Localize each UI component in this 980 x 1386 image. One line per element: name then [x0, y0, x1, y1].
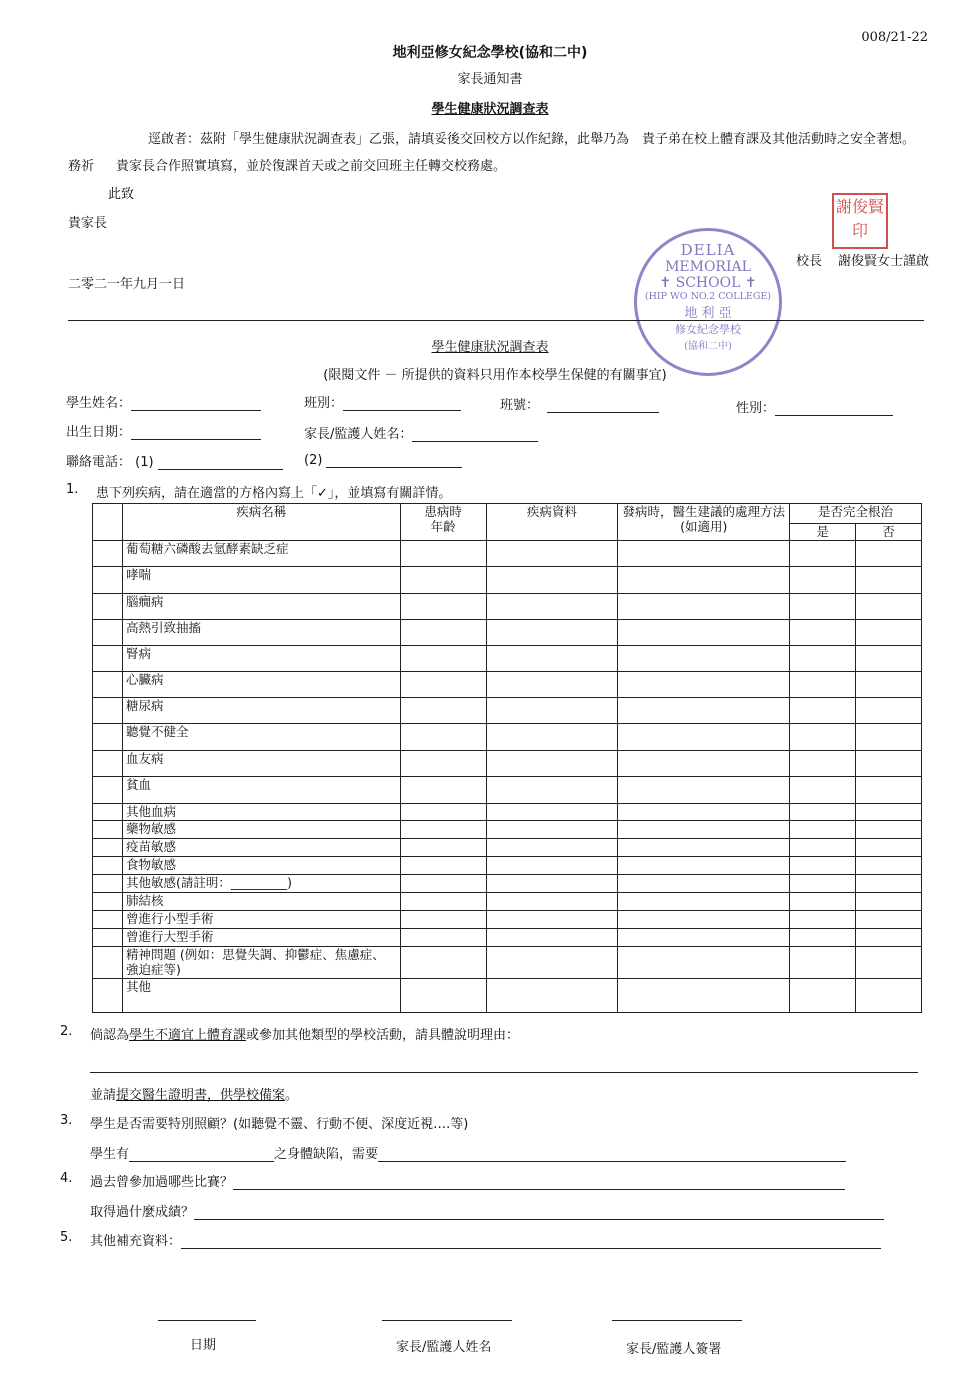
phone-field-2[interactable]: (2) [304, 453, 462, 468]
principal-seal: 謝俊賢印 [832, 193, 888, 249]
table-row [93, 893, 922, 911]
guardian-name-field[interactable]: 家長/監護人姓名： [304, 423, 538, 442]
q3-number: 3. [60, 1113, 73, 1128]
treatment-cell[interactable] [618, 875, 790, 893]
age-cell[interactable] [400, 724, 486, 751]
form-subtitle: (限閱文件 － 所提供的資料只用作本校學生保健的有關事宜) [323, 368, 667, 383]
info-cell[interactable] [486, 672, 618, 698]
dob-field[interactable]: 出生日期： [66, 421, 261, 440]
q5-number: 5. [60, 1230, 73, 1245]
row-margin-cell [93, 567, 123, 594]
cured-no-cell[interactable] [856, 777, 922, 804]
cured-yes-cell[interactable] [790, 724, 856, 751]
cured-no-cell[interactable] [856, 839, 922, 857]
table-row [93, 821, 922, 839]
disease-table [92, 503, 922, 1013]
principal-label: 校長 [796, 254, 823, 269]
info-cell[interactable] [486, 947, 618, 979]
table-row [93, 672, 922, 698]
treatment-cell[interactable] [618, 893, 790, 911]
addressee: 貴家長 [68, 216, 108, 231]
disease-name: 心臟病 [122, 672, 400, 698]
disease-name: 血友病 [122, 751, 400, 777]
table-row [93, 875, 922, 893]
row-margin-cell [93, 839, 123, 857]
q2-text: 倘認為學生不適宜上體育課或參加其他類型的學校活動，請具體說明理由： [90, 1028, 520, 1043]
disease-name: 藥物敏感 [122, 821, 400, 839]
age-cell[interactable] [400, 567, 486, 594]
info-cell[interactable] [486, 594, 618, 620]
cured-no-cell[interactable] [856, 929, 922, 947]
row-margin-cell [93, 947, 123, 979]
row-margin-cell [93, 777, 123, 804]
header-cured: 是否完全根治 [790, 504, 922, 524]
treatment-cell[interactable] [618, 751, 790, 777]
age-cell[interactable] [400, 875, 486, 893]
q3-text: 學生是否需要特別照顧？(如聽覺不靈、行動不便、深度近視….等) [90, 1117, 469, 1132]
row-margin-cell [93, 672, 123, 698]
info-cell[interactable] [486, 979, 618, 1013]
cured-no-cell[interactable] [856, 567, 922, 594]
cured-yes-cell[interactable] [790, 594, 856, 620]
age-cell[interactable] [400, 947, 486, 979]
cured-yes-cell[interactable] [790, 698, 856, 724]
survey-title: 學生健康狀況調查表 [431, 102, 549, 117]
cured-yes-cell[interactable] [790, 979, 856, 1013]
cured-yes-cell[interactable] [790, 875, 856, 893]
table-row [93, 804, 922, 821]
disease-name: 腦癇病 [122, 594, 400, 620]
q4-number: 4. [60, 1171, 73, 1186]
cured-yes-cell[interactable] [790, 672, 856, 698]
row-margin-cell [93, 821, 123, 839]
table-row [93, 567, 922, 594]
info-cell[interactable] [486, 821, 618, 839]
cured-yes-cell[interactable] [790, 567, 856, 594]
phone-field-1[interactable]: 聯絡電話： (1) [66, 451, 283, 470]
cured-yes-cell[interactable] [790, 911, 856, 929]
header-treatment: 發病時，醫生建議的處理方法 (如適用) [618, 504, 790, 541]
info-cell[interactable] [486, 911, 618, 929]
treatment-cell[interactable] [618, 724, 790, 751]
cured-no-cell[interactable] [856, 646, 922, 672]
header-disease: 疾病名稱 [122, 504, 400, 541]
guardian-name-line[interactable] [382, 1320, 512, 1321]
treatment-cell[interactable] [618, 777, 790, 804]
row-margin-cell [93, 724, 123, 751]
table-row [93, 911, 922, 929]
row-margin-cell [93, 804, 123, 821]
info-cell[interactable] [486, 751, 618, 777]
table-row [93, 929, 922, 947]
treatment-cell[interactable] [618, 839, 790, 857]
table-row [93, 947, 922, 979]
treatment-cell[interactable] [618, 672, 790, 698]
cured-yes-cell[interactable] [790, 929, 856, 947]
table-row [93, 541, 922, 567]
treatment-cell[interactable] [618, 541, 790, 567]
info-cell[interactable] [486, 857, 618, 875]
cured-no-cell[interactable] [856, 594, 922, 620]
age-cell[interactable] [400, 594, 486, 620]
age-cell[interactable] [400, 698, 486, 724]
cured-no-cell[interactable] [856, 698, 922, 724]
age-cell[interactable] [400, 893, 486, 911]
row-margin-cell [93, 751, 123, 777]
age-cell[interactable] [400, 646, 486, 672]
age-cell[interactable] [400, 929, 486, 947]
row-margin-cell [93, 620, 123, 646]
cured-no-cell[interactable] [856, 672, 922, 698]
disease-name: 其他血病 [122, 804, 400, 821]
cured-yes-cell[interactable] [790, 839, 856, 857]
age-cell[interactable] [400, 839, 486, 857]
school-name: 地利亞修女紀念學校(協和二中) [392, 45, 588, 61]
cured-no-cell[interactable] [856, 620, 922, 646]
disease-name: 曾進行小型手術 [122, 911, 400, 929]
cured-no-cell[interactable] [856, 857, 922, 875]
cured-yes-cell[interactable] [790, 541, 856, 567]
q4-sub-field[interactable]: 取得過什麼成績？ [90, 1201, 884, 1220]
info-cell[interactable] [486, 804, 618, 821]
treatment-cell[interactable] [618, 567, 790, 594]
cured-yes-cell[interactable] [790, 947, 856, 979]
cured-yes-cell[interactable] [790, 893, 856, 911]
info-cell[interactable] [486, 646, 618, 672]
class-no-field[interactable]: 班號： [500, 394, 659, 413]
cured-no-cell[interactable] [856, 979, 922, 1013]
q2-answer-line[interactable] [90, 1072, 918, 1073]
header-yes: 是 [790, 524, 856, 541]
age-cell[interactable] [400, 911, 486, 929]
row-margin-cell [93, 929, 123, 947]
info-cell[interactable] [486, 567, 618, 594]
age-cell[interactable] [400, 751, 486, 777]
guardian-sign-line[interactable] [612, 1320, 742, 1321]
notice-title: 家長通知書 [457, 72, 523, 87]
cured-no-cell[interactable] [856, 947, 922, 979]
table-row [93, 839, 922, 857]
cured-yes-cell[interactable] [790, 620, 856, 646]
sign-guardian-sign-label: 家長/監護人簽署 [626, 1342, 722, 1357]
q1-number: 1. [66, 482, 79, 497]
intro-line2: 貴家長合作照實填寫，並於復課首天或之前交回班主任轉交校務處。 [116, 159, 507, 174]
treatment-cell[interactable] [618, 698, 790, 724]
row-margin-cell [93, 875, 123, 893]
treatment-cell[interactable] [618, 620, 790, 646]
table-row [93, 620, 922, 646]
info-cell[interactable] [486, 929, 618, 947]
form-title: 學生健康狀況調查表 [431, 340, 549, 355]
disease-name: 腎病 [122, 646, 400, 672]
disease-name: 疫苗敏感 [122, 839, 400, 857]
table-row [93, 594, 922, 620]
age-cell[interactable] [400, 777, 486, 804]
sign-guardian-name-label: 家長/監護人姓名 [396, 1340, 492, 1355]
row-margin-cell [93, 893, 123, 911]
info-cell[interactable] [486, 839, 618, 857]
q5-field[interactable]: 其他補充資料： [90, 1230, 881, 1249]
header-no: 否 [856, 524, 922, 541]
header-age: 患病時 年齡 [400, 504, 486, 541]
treatment-cell[interactable] [618, 594, 790, 620]
date-signature-line[interactable] [158, 1320, 256, 1321]
disease-name: 肺結核 [122, 893, 400, 911]
disease-name: 其他敏感(請註明：_________) [122, 875, 400, 893]
intro-paragraph: 逕啟者：茲附「學生健康狀況調查表」乙張，請填妥後交回校方以作紀錄，此舉乃為 貴子弟在校上體育課及其他活動時之安全著想。 [148, 132, 916, 147]
disease-name: 糖尿病 [122, 698, 400, 724]
info-cell[interactable] [486, 541, 618, 567]
info-cell[interactable] [486, 698, 618, 724]
row-margin-cell [93, 594, 123, 620]
cured-no-cell[interactable] [856, 541, 922, 567]
table-row [93, 777, 922, 804]
cured-no-cell[interactable] [856, 724, 922, 751]
age-cell[interactable] [400, 541, 486, 567]
disease-name: 哮喘 [122, 567, 400, 594]
cured-no-cell[interactable] [856, 751, 922, 777]
q2-number: 2. [60, 1024, 73, 1039]
row-margin-cell [93, 979, 123, 1013]
cured-yes-cell[interactable] [790, 646, 856, 672]
info-cell[interactable] [486, 875, 618, 893]
disease-name: 其他 [122, 979, 400, 1013]
table-row [93, 724, 922, 751]
principal-name: 謝俊賢女士謹啟 [838, 254, 930, 269]
cured-yes-cell[interactable] [790, 751, 856, 777]
treatment-cell[interactable] [618, 821, 790, 839]
q3-answer-field[interactable]: 學生有 之身體缺陷，需要 [90, 1143, 846, 1162]
cured-yes-cell[interactable] [790, 804, 856, 821]
class-field[interactable]: 班別： [304, 392, 461, 411]
disease-name: 食物敏感 [122, 857, 400, 875]
info-cell[interactable] [486, 893, 618, 911]
disease-name: 葡萄糖六磷酸去氫酵素缺乏症 [122, 541, 400, 567]
closing: 此致 [108, 187, 135, 202]
age-cell[interactable] [400, 620, 486, 646]
table-row [93, 698, 922, 724]
student-name-field[interactable]: 學生姓名： [66, 392, 261, 411]
treatment-cell[interactable] [618, 929, 790, 947]
table-row [93, 979, 922, 1013]
cured-no-cell[interactable] [856, 821, 922, 839]
q2-note: 並請提交醫生證明書，供學校備案。 [90, 1088, 299, 1103]
header-info: 疾病資料 [486, 504, 618, 541]
issue-date: 二零二一年九月一日 [68, 277, 186, 292]
header-blank [93, 504, 123, 541]
row-margin-cell [93, 857, 123, 875]
gender-field[interactable]: 性別： [736, 397, 893, 416]
row-margin-cell [93, 541, 123, 567]
row-margin-cell [93, 698, 123, 724]
cured-no-cell[interactable] [856, 804, 922, 821]
table-row [93, 646, 922, 672]
treatment-cell[interactable] [618, 646, 790, 672]
q1-text: 患下列疾病，請在適當的方格內寫上「✓」，並填寫有關詳情。 [96, 486, 452, 501]
info-cell[interactable] [486, 620, 618, 646]
treatment-cell[interactable] [618, 911, 790, 929]
document-code: 008/21-22 [861, 30, 928, 45]
age-cell[interactable] [400, 672, 486, 698]
age-cell[interactable] [400, 821, 486, 839]
disease-name: 貧血 [122, 777, 400, 804]
disease-name: 曾進行大型手術 [122, 929, 400, 947]
table-row [93, 751, 922, 777]
q4-field[interactable]: 過去曾參加過哪些比賽？ [90, 1171, 845, 1190]
treatment-cell[interactable] [618, 979, 790, 1013]
section-divider [68, 320, 924, 321]
cured-yes-cell[interactable] [790, 777, 856, 804]
treatment-cell[interactable] [618, 804, 790, 821]
row-margin-cell [93, 911, 123, 929]
intro-line2-label: 務祈 [68, 159, 95, 174]
disease-name: 聽覺不健全 [122, 724, 400, 751]
school-stamp: DELIA MEMORIAL ✝ SCHOOL ✝ (HIP WO NO.2 COLLEGE) 地 利 亞 修女紀念學校 (協和二中) [634, 228, 782, 376]
row-margin-cell [93, 646, 123, 672]
info-cell[interactable] [486, 777, 618, 804]
cured-no-cell[interactable] [856, 893, 922, 911]
info-cell[interactable] [486, 724, 618, 751]
table-row [93, 857, 922, 875]
cured-no-cell[interactable] [856, 875, 922, 893]
disease-name: 精神問題 (例如：思覺失調、抑鬱症、焦慮症、強迫症等) [122, 947, 400, 979]
age-cell[interactable] [400, 804, 486, 821]
treatment-cell[interactable] [618, 947, 790, 979]
cured-yes-cell[interactable] [790, 857, 856, 875]
cured-yes-cell[interactable] [790, 821, 856, 839]
cured-no-cell[interactable] [856, 911, 922, 929]
sign-date-label: 日期 [190, 1338, 217, 1353]
disease-name: 高熱引致抽搐 [122, 620, 400, 646]
age-cell[interactable] [400, 979, 486, 1013]
treatment-cell[interactable] [618, 857, 790, 875]
age-cell[interactable] [400, 857, 486, 875]
